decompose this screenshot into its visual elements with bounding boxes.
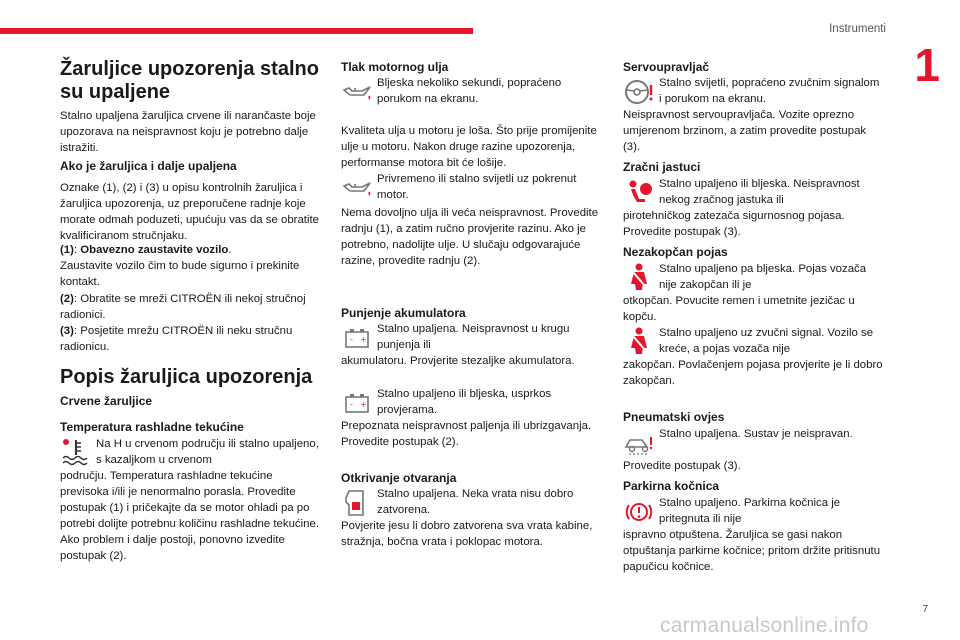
power-steering-icon [623, 76, 655, 108]
seatbelt-2-icon-text: Stalno upaljeno uz zvučni signal. Vozilo se kreće, a pojas vozača nije [659, 327, 874, 355]
subheading-upaljena: Ako je žaruljica i dalje upaljena [60, 159, 237, 173]
oil-pressure-icon [341, 76, 373, 108]
paragraph-step-2: (2): Obratite se mreži CITROËN ili nekoj stručnoj radionici. [60, 293, 306, 321]
oil-2-icon-text: Privremeno ili stalno svijetli uz pokrenut motor. [377, 173, 577, 201]
battery-2-text: Prepoznata neispravnost paljenja ili ubrizgavanja. Provedite postupak (2). [341, 420, 592, 448]
door-text: Povjerite jesu li dobro zatvorena sva vrata kabine, stražnja, bočna vrata i poklopac motora. [341, 520, 593, 548]
seatbelt-2-text: zakopčan. Povlačenjem pojasa provjerite je li dobro zakopčan. [623, 359, 883, 387]
oil-entry-1 [341, 75, 603, 108]
subheading-coolant: Temperatura rashladne tekućine [60, 420, 244, 434]
subheading-oil: Tlak motornog ulja [341, 60, 449, 74]
oil-2-text: Nema dovoljno ulja ili veća neispravnost. Provedite radnju (1), a zatim ručno provjerite razinu. Ako je potrebno, nadolijte ulje. U slučaju odgovarajuće razine, provedite radnju (2). [341, 207, 599, 267]
parking-brake-entry [623, 495, 885, 528]
parking-brake-icon-text: Stalno upaljeno. Parkirna kočnica je pritegnuta ili nije [659, 497, 841, 525]
section-title: Instrumenti [829, 23, 886, 35]
subheading-door: Otkrivanje otvaranja [341, 471, 457, 485]
svg-text:-: - [350, 400, 353, 409]
step-1-bold: Obavezno zaustavite vozilo [80, 244, 229, 256]
seatbelt-entry-2 [623, 325, 885, 358]
step-2-text: Obratite se mreži CITROËN ili nekoj stručnoj radionici. [60, 293, 306, 321]
steering-icon-text: Stalno svijetli, popraćeno zvučnim signalom i porukom na ekranu. [659, 77, 880, 105]
air-suspension-icon [623, 427, 655, 459]
battery-1-icon-text: Stalno upaljena. Neispravnost u krugu punjenja ili [377, 323, 570, 351]
seatbelt-icon [623, 326, 655, 358]
step-3-label: (3) [60, 325, 74, 337]
battery-1-text: akumulatoru. Provjerite stezaljke akumulatora. [341, 355, 575, 367]
svg-text:-: - [350, 335, 353, 344]
seatbelt-1-text: otkopčan. Povucite remen i umetnite jezičac u kopču. [623, 295, 855, 323]
oil-1-icon-text: Bljeska nekoliko sekundi, popraćeno porukom na ekranu. [377, 77, 562, 105]
battery-icon [341, 387, 373, 419]
airbag-icon [623, 177, 655, 209]
door-entry [341, 486, 603, 519]
paragraph-oznake: Oznake (1), (2) i (3) u opisu kontrolnih žaruljica i žaruljica upozorenja, uz preporučene radnje koje morate odmah poduzeti, upućuju vas da se obratite kvalificiranom stručnjaku. [60, 182, 319, 242]
subheading-suspension: Pneumatski ovjes [623, 410, 725, 424]
airbag-icon-text: Stalno upaljeno ili bljeska. Neispravnost nekog zračnog jastuka ili [659, 178, 860, 206]
coolant-icon-text: Na H u crvenom području ili stalno upaljeno, s kazaljkom u crvenom [96, 438, 319, 466]
section-heading: Žaruljice upozorenja stalno su upaljene [60, 58, 319, 103]
coolant-text: području. Temperatura rashladne tekućine previsoka i/ili je nenormalno porasla. Provedite postupak (1) i pričekajte da se motor ohladi pa po potrebi dolijte potrebnu količinu rashladne tekućine. Ako problem i dalje postoji, ponovno izvedite postupak (2). [60, 470, 319, 562]
subheading-airbag: Zračni jastuci [623, 160, 701, 174]
battery-entry-2 [341, 386, 603, 419]
page-number: 7 [922, 604, 928, 615]
door-icon-text: Stalno upaljena. Neka vrata nisu dobro zatvorena. [377, 488, 574, 516]
paragraph-step-3: (3): Posjetite mrežu CITROËN ili neku stručnu radionicu. [60, 325, 293, 353]
svg-text:+: + [360, 335, 367, 344]
watermark: carmanualsonline.info [660, 614, 869, 637]
airbag-text: pirotehničkog zatezača sigurnosnog pojasa. Provedite postupak (3). [623, 210, 845, 238]
paragraph-step-1: (1): Obavezno zaustavite vozilo. Zaustavite vozilo čim to bude sigurno i prekinite kontakt. [60, 244, 300, 288]
svg-text:+: + [360, 400, 367, 409]
coolant-temperature-icon [60, 437, 92, 469]
step-2-label: (2) [60, 293, 74, 305]
parking-brake-text: ispravno otpuštena. Žaruljica se gasi nakon otpuštanja parkirne kočnice; pritom držite pritisnutu papučicu kočnice. [623, 529, 881, 573]
seatbelt-entry-1 [623, 261, 885, 294]
seatbelt-1-icon-text: Stalno upaljeno pa bljeska. Pojas vozača nije zakopčan ili je [659, 263, 867, 291]
steering-entry [623, 75, 885, 108]
battery-icon [341, 322, 373, 354]
airbag-entry [623, 176, 885, 209]
oil-pressure-icon [341, 172, 373, 204]
oil-1-text: Kvaliteta ulja u motoru je loša. Što prije promijenite ulje u motoru. Nakon druge razine upozorenja, performanse motora bit će lošije. [341, 125, 597, 169]
suspension-entry [623, 426, 885, 459]
door-open-icon [341, 487, 373, 519]
intro-paragraph: Stalno upaljena žaruljica crvene ili narančaste boje upozorava na neispravnost koju je potrebno dalje istražiti. [60, 110, 316, 154]
step-3-text: Posjetite mrežu CITROËN ili neku stručnu radionicu. [60, 325, 293, 353]
top-accent-bar [0, 28, 473, 34]
oil-entry-2 [341, 171, 603, 204]
step-1-label: (1) [60, 244, 74, 256]
subheading-parking-brake: Parkirna kočnica [623, 479, 720, 493]
chapter-number: 1 [914, 39, 940, 91]
subheading-battery: Punjenje akumulatora [341, 306, 466, 320]
suspension-icon-text: Stalno upaljena. Sustav je neispravan. [659, 428, 853, 440]
battery-entry-1 [341, 321, 603, 354]
suspension-text: Provedite postupak (3). [623, 460, 741, 472]
steering-text: Neispravnost servoupravljača. Vozite oprezno umjerenom brzinom, a zatim provedite postupak (3). [623, 109, 867, 153]
step-1-text: Zaustavite vozilo čim to bude sigurno i prekinite kontakt. [60, 260, 300, 288]
subheading-steering: Servoupravljač [623, 60, 710, 74]
parking-brake-icon [623, 496, 655, 528]
coolant-entry [60, 436, 322, 469]
list-heading: Popis žaruljica upozorenja [60, 366, 313, 388]
subheading-red-lights: Crvene žaruljice [60, 394, 153, 408]
seatbelt-icon [623, 262, 655, 294]
subheading-seatbelt: Nezakopčan pojas [623, 245, 728, 259]
battery-2-icon-text: Stalno upaljeno ili bljeska, usprkos provjerama. [377, 388, 552, 416]
